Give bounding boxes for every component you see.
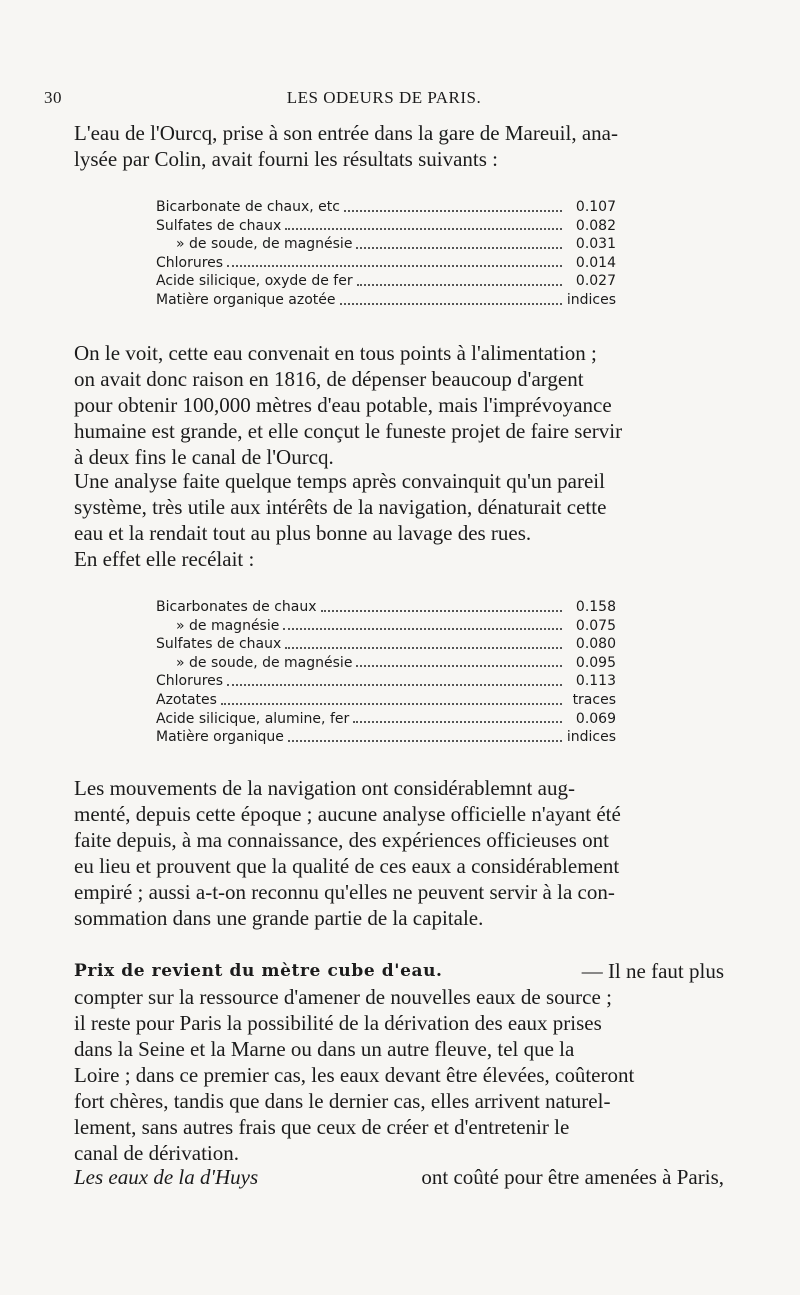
dot-leader [353, 720, 562, 723]
text-line: sommation dans une grande partie de la capitale. [74, 906, 484, 930]
text-line: à deux fins le canal de l'Ourcq. [74, 445, 334, 469]
text-line: On le voit, cette eau convenait en tous points à l'alimentation ; [74, 341, 597, 365]
row-value: 0.027 [575, 273, 616, 290]
row-value: 0.014 [575, 254, 616, 271]
table-row [156, 691, 616, 710]
row-label: Chlorures [156, 673, 224, 690]
dot-leader [321, 609, 562, 612]
row-label: » de soude, de magnésie [176, 236, 353, 253]
section-first-line [74, 958, 724, 984]
paragraph-1 [74, 340, 724, 470]
text-line: Loire ; dans ce premier cas, les eaux devant être élevées, coûteront [74, 1063, 635, 1087]
text-line: menté, depuis cette époque ; aucune analyse officielle n'ayant été [74, 802, 621, 826]
dot-leader [227, 264, 562, 267]
row-value: 0.031 [575, 236, 616, 253]
section-first-line-rest: — Il ne faut plus [581, 959, 724, 983]
row-value: 0.095 [575, 654, 616, 671]
dot-leader [344, 209, 562, 212]
analysis-table-2 [156, 598, 616, 747]
row-label: Acide silicique, oxyde de fer [156, 273, 353, 290]
table-row [156, 198, 616, 217]
row-label: » de soude, de magnésie [176, 654, 353, 671]
dot-leader [340, 302, 563, 305]
text-line [74, 1164, 724, 1190]
text-line: système, très utile aux intérêts de la navigation, dénaturait cette [74, 495, 607, 519]
row-value: traces [572, 691, 616, 708]
dot-leader [356, 664, 562, 667]
text-line: canal de dérivation. [74, 1141, 240, 1165]
text-line: lysée par Colin, avait fourni les résultats suivants : [74, 147, 498, 171]
dot-leader [283, 627, 562, 630]
text-line: eu lieu et prouvent que la qualité de ces eaux a considérablement [74, 854, 620, 878]
text-line: faite depuis, à ma connaissance, des expériences officieuses ont [74, 828, 609, 852]
last-line [74, 1164, 724, 1190]
text-line: humaine est grande, et elle conçut le funeste projet de faire servir [74, 419, 623, 443]
line-rest: ont coûté pour être amenées à Paris, [421, 1165, 724, 1189]
table-row [156, 291, 616, 310]
text-line: lement, sans autres frais que ceux de créer et d'entretenir le [74, 1115, 570, 1139]
table-row [156, 217, 616, 236]
intro-paragraph [74, 120, 724, 172]
text-line: L'eau de l'Ourcq, prise à son entrée dans la gare de Mareuil, ana- [74, 121, 618, 145]
row-label: Matière organique [156, 729, 284, 746]
dot-leader [221, 702, 562, 705]
row-label: Azotates [156, 691, 217, 708]
row-label: Chlorures [156, 254, 224, 271]
text-line: fort chères, tandis que dans le dernier cas, elles arrivent naturel- [74, 1089, 611, 1113]
table-row [156, 635, 616, 654]
dot-leader [357, 283, 562, 286]
row-value: 0.069 [575, 710, 616, 727]
row-value: indices [566, 291, 616, 308]
row-value: 0.075 [575, 617, 616, 634]
row-value: 0.113 [575, 673, 616, 690]
section-paragraph [74, 958, 724, 1166]
row-value: indices [566, 729, 616, 746]
table-row [156, 254, 616, 273]
row-value: 0.107 [575, 199, 616, 215]
row-label: Sulfates de chaux [156, 636, 282, 653]
text-line: dans la Seine et la Marne ou dans un autre fleuve, tel que la [74, 1037, 575, 1061]
text-line: Une analyse faite quelque temps après convainquit qu'un pareil [74, 469, 605, 493]
dot-leader [288, 739, 562, 742]
text-line: Les mouvements de la navigation ont considérablemnt aug- [74, 776, 575, 800]
text-line: empiré ; aussi a-t-on reconnu qu'elles ne peuvent servir à la con- [74, 880, 615, 904]
row-value: 0.158 [575, 599, 616, 615]
table-row [156, 235, 616, 254]
row-label: » de magnésie [176, 617, 280, 634]
text-line: pour obtenir 100,000 mètres d'eau potable, mais l'imprévoyance [74, 393, 612, 417]
text-line: il reste pour Paris la possibilité de la dérivation des eaux prises [74, 1011, 602, 1035]
row-label: Bicarbonates de chaux [156, 599, 317, 615]
page-header [44, 88, 724, 112]
text-line: En effet elle recélait : [74, 547, 255, 571]
text-line: on avait donc raison en 1816, de dépenser beaucoup d'argent [74, 367, 584, 391]
row-label: Matière organique azotée [156, 291, 336, 308]
table-row [156, 272, 616, 291]
table-row [156, 598, 616, 617]
row-value: 0.080 [575, 636, 616, 653]
text-line: eau et la rendait tout au plus bonne au lavage des rues. [74, 521, 532, 545]
table-row [156, 672, 616, 691]
section-title: Prix de revient du mètre cube d'eau. [74, 961, 443, 981]
row-label: Bicarbonate de chaux, etc [156, 199, 340, 215]
row-label: Acide silicique, alumine, fer [156, 710, 350, 727]
text-line: compter sur la ressource d'amener de nouvelles eaux de source ; [74, 985, 612, 1009]
analysis-table-1 [156, 198, 616, 310]
page-number: 30 [44, 88, 62, 107]
table-row [156, 617, 616, 636]
table-row [156, 728, 616, 747]
table-row [156, 654, 616, 673]
dot-leader [285, 646, 562, 649]
table-row [156, 710, 616, 729]
running-title: LES ODEURS DE PARIS. [286, 88, 482, 107]
italic-phrase: Les eaux de la d'Huys [74, 1165, 259, 1189]
dot-leader [356, 246, 562, 249]
paragraph-3 [74, 775, 724, 931]
row-label: Sulfates de chaux [156, 217, 282, 234]
dot-leader [285, 227, 562, 230]
dot-leader [227, 683, 562, 686]
row-value: 0.082 [575, 217, 616, 234]
paragraph-2 [74, 468, 724, 572]
